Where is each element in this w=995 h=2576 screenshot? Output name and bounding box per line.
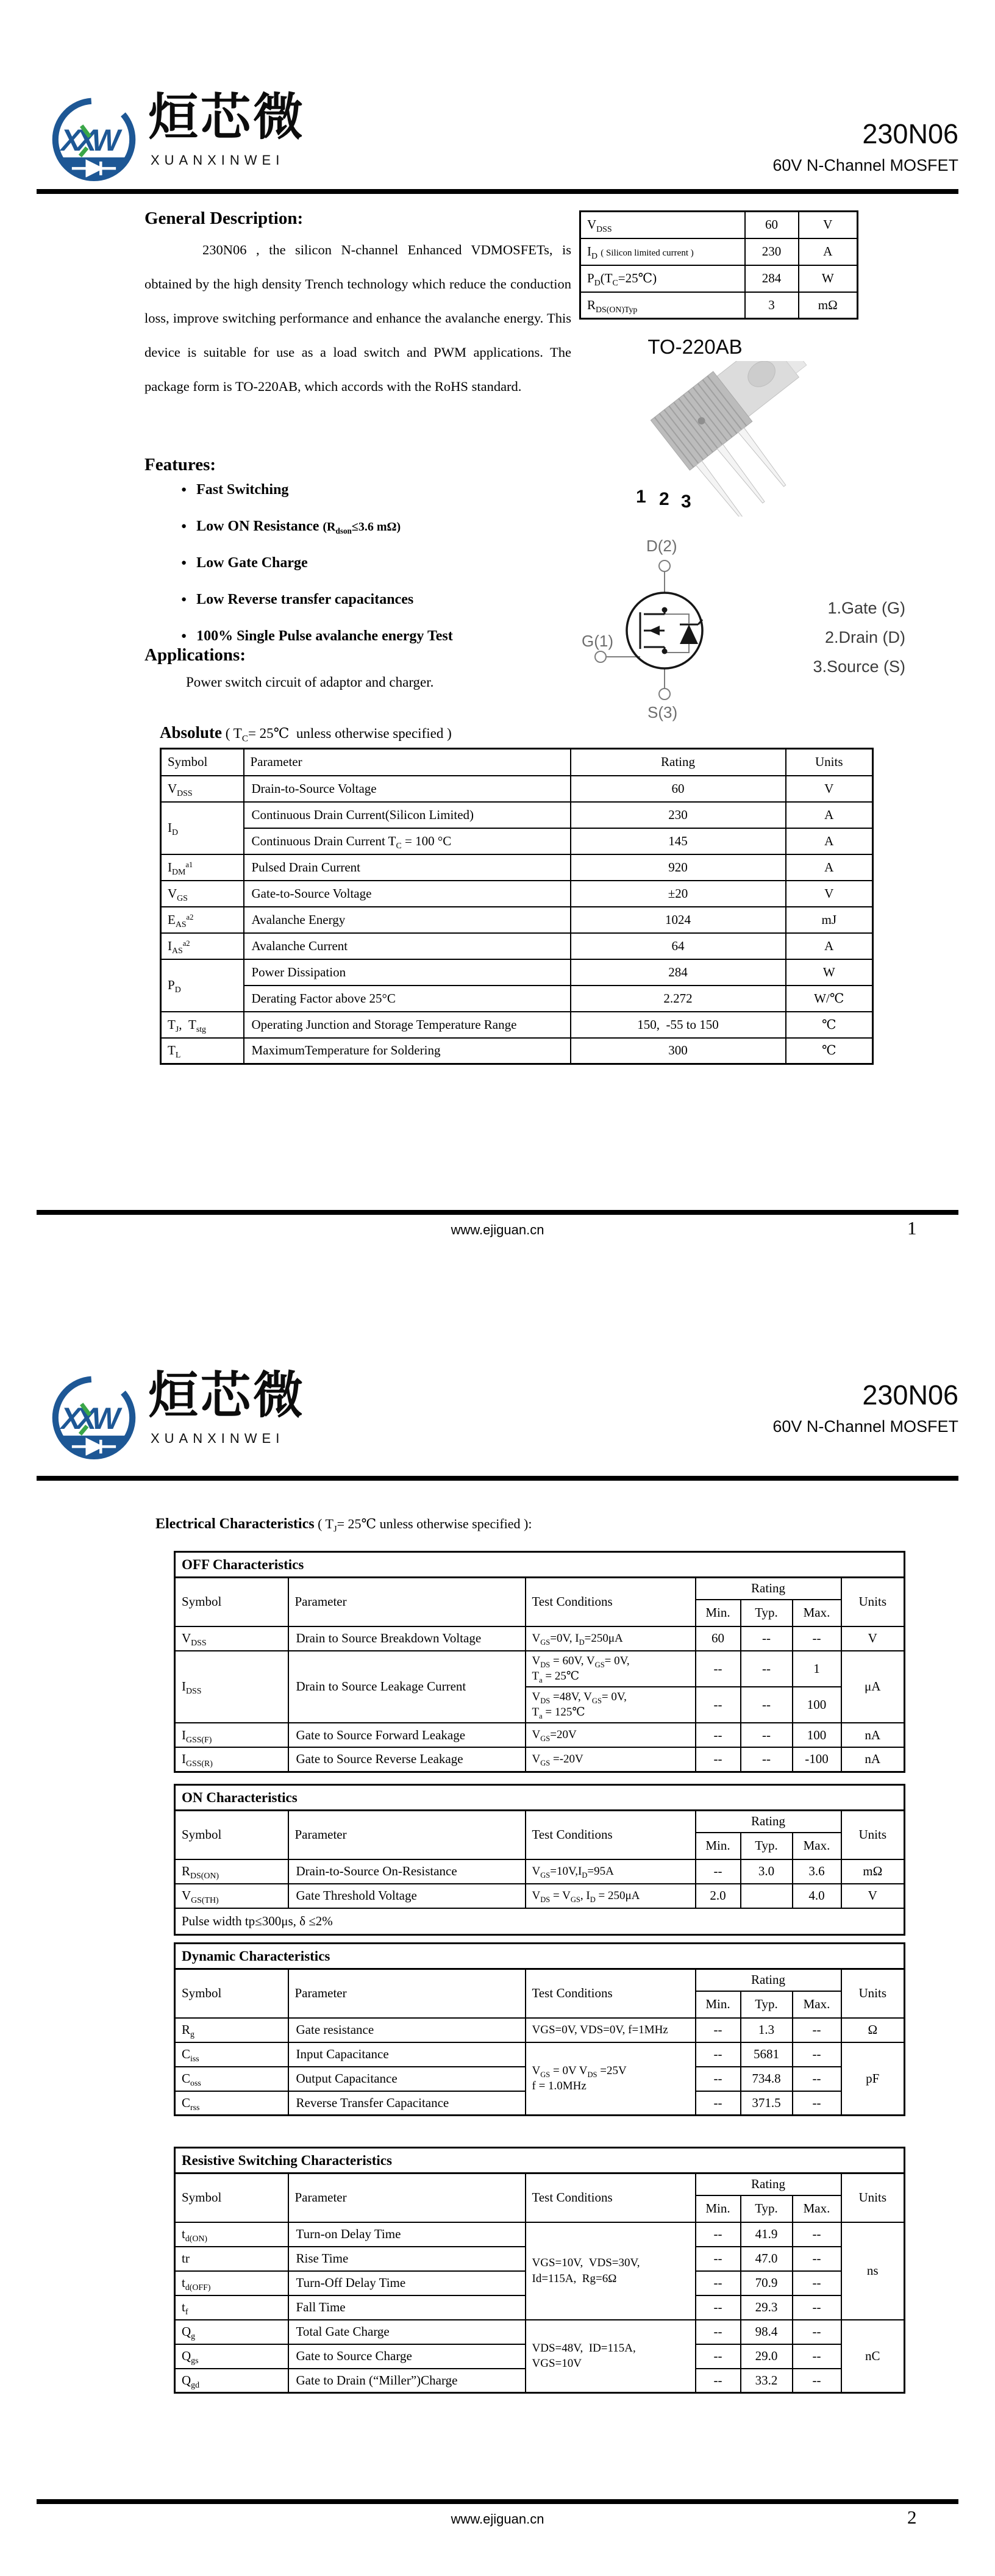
- table-cell: Parameter: [288, 1969, 526, 2018]
- dynamic-characteristics-table: [174, 1942, 905, 2116]
- table-cell: Units: [841, 1969, 905, 2018]
- table-cell: --: [696, 2247, 741, 2271]
- general-description-text: 230N06 , the silicon N-channel Enhanced VDMOSFETs, is obtained by the high density Trench technology which reduce the conduction loss, improve switching performance and enhance the avalanche energy. This device is suitable for use as a load switch and PWM applications. The package form is TO-220AB, which accords with the RoHS standard.: [144, 242, 571, 394]
- table-cell: V: [786, 881, 873, 907]
- table-cell: --: [696, 2018, 741, 2042]
- table-cell: A: [786, 854, 873, 881]
- table-cell: pF: [841, 2042, 905, 2116]
- bullet-icon: ●: [181, 631, 187, 641]
- table-cell: --: [793, 2369, 841, 2393]
- table-cell: 60: [571, 776, 786, 802]
- table-cell: W: [799, 265, 858, 292]
- table-cell: Ω: [841, 2018, 905, 2042]
- schematic-gate-label: G(1): [582, 632, 613, 650]
- table-cell: Symbol: [161, 749, 244, 776]
- footer-rule: [37, 1210, 958, 1215]
- pin-legend: [759, 599, 905, 687]
- table-cell: 2.0: [696, 1884, 741, 1908]
- header-rule: [37, 189, 958, 194]
- table-cell: 230: [745, 238, 799, 265]
- table-cell: $V_{DSS}$: [580, 212, 745, 238]
- table-cell: --: [696, 1747, 741, 1772]
- table-cell: 300: [571, 1038, 786, 1064]
- table-cell: Continuous Drain Current(Silicon Limited): [244, 802, 571, 828]
- table-cell: Rating: [696, 1969, 841, 1991]
- table-cell: V: [799, 212, 858, 238]
- table-cell: $V_{DSS}$: [175, 1626, 288, 1651]
- table-cell: --: [793, 2018, 841, 2042]
- table-cell: $V_{GS}=20V$: [526, 1723, 696, 1747]
- table-cell: Drain to Source Breakdown Voltage: [288, 1626, 526, 1651]
- table-cell: Test Conditions: [526, 1811, 696, 1859]
- schematic-drain-label: D(2): [646, 537, 677, 555]
- feature-item: ● Fast Switching: [181, 482, 289, 498]
- page-number: 1: [907, 1217, 917, 1239]
- table-cell: V: [841, 1884, 905, 1908]
- absolute-ratings-caption: Absolute ( $T_C=$ 25℃ unless otherwise specified ): [160, 723, 452, 744]
- table-cell: 371.5: [741, 2091, 793, 2116]
- table-cell: 920: [571, 854, 786, 881]
- table-cell: 41.9: [741, 2222, 793, 2247]
- table-cell: --: [793, 2344, 841, 2369]
- table-cell: $I_{GSS(R)}$: [175, 1747, 288, 1772]
- table-cell: --: [696, 1687, 741, 1723]
- table-cell: VGS=10V, VDS=30V, Id=115A, Rg=6Ω: [526, 2222, 696, 2320]
- table-cell: $Q_{gd}$: [175, 2369, 288, 2393]
- table-cell: $R_g$: [175, 2018, 288, 2042]
- table-cell: VDS=48V, ID=115A, VGS=10V: [526, 2320, 696, 2393]
- table-cell: Test Conditions: [526, 1578, 696, 1626]
- table-cell: $C_{iss}$: [175, 2042, 288, 2067]
- table-cell: Parameter: [288, 2174, 526, 2222]
- table-cell: Drain-to-Source Voltage: [244, 776, 571, 802]
- table-cell: $Q_{gs}$: [175, 2344, 288, 2369]
- section-title-general: General Description:: [144, 209, 304, 228]
- table-cell: A: [786, 802, 873, 828]
- table-cell: $I_{DM}^{a1}$: [161, 854, 244, 881]
- table-cell: tr: [175, 2247, 288, 2271]
- table-cell: Max.: [793, 1991, 841, 2018]
- absolute-ratings-table: [160, 748, 874, 1065]
- table-cell: Symbol: [175, 1969, 288, 2018]
- table-cell: $t_{d(OFF)}$: [175, 2271, 288, 2295]
- table-cell: Max.: [793, 2195, 841, 2222]
- brand-logo-icon: [46, 91, 142, 190]
- table-cell: 150, -55 to 150: [571, 1012, 786, 1038]
- table-cell: Drain to Source Leakage Current: [288, 1651, 526, 1723]
- table-cell: ns: [841, 2222, 905, 2320]
- quick-ratings-table: [579, 210, 858, 320]
- table-cell: --: [793, 2295, 841, 2320]
- table-cell: Typ.: [741, 1600, 793, 1626]
- table-cell: μA: [841, 1651, 905, 1723]
- brand-logo-icon: [46, 1370, 142, 1469]
- table-cell: 284: [571, 959, 786, 986]
- table-cell: Turn-on Delay Time: [288, 2222, 526, 2247]
- table-cell: --: [696, 1723, 741, 1747]
- table-cell: Typ.: [741, 1991, 793, 2018]
- table-cell: MaximumTemperature for Soldering: [244, 1038, 571, 1064]
- table-cell: Min.: [696, 1991, 741, 2018]
- brand-logo: [46, 1370, 332, 1470]
- table-cell: --: [741, 1651, 793, 1687]
- table-cell: $T_L$: [161, 1038, 244, 1064]
- table-cell: Reverse Transfer Capacitance: [288, 2091, 526, 2116]
- header-rule: [37, 1476, 958, 1481]
- table-cell: --: [793, 2247, 841, 2271]
- table-cell: --: [793, 2067, 841, 2091]
- table-cell: $V_{DSS}$: [161, 776, 244, 802]
- table-cell: VGS=0V, VDS=0V, f=1MHz: [526, 2018, 696, 2042]
- table-cell: --: [741, 1687, 793, 1723]
- table-cell: Parameter: [288, 1578, 526, 1626]
- table-cell: Max.: [793, 1600, 841, 1626]
- table-cell: Operating Junction and Storage Temperature Range: [244, 1012, 571, 1038]
- table-cell: --: [696, 1859, 741, 1884]
- table-cell: Symbol: [175, 2174, 288, 2222]
- table-cell: $V_{DS} = 60V$, $V_{GS}= 0V$, $T_a$ = 25℃: [526, 1651, 696, 1687]
- table-cell: $V_{GS(TH)}$: [175, 1884, 288, 1908]
- table-cell: Avalanche Energy: [244, 907, 571, 933]
- pin-legend-source: 3.Source (S): [813, 657, 905, 676]
- features-list: [181, 482, 453, 665]
- footer-url: www.ejiguan.cn: [451, 1222, 544, 1237]
- table-cell: 98.4: [741, 2320, 793, 2344]
- table-cell: Parameter: [244, 749, 571, 776]
- table-cell: $I_{GSS(F)}$: [175, 1723, 288, 1747]
- table-cell: $t_{d(ON)}$: [175, 2222, 288, 2247]
- table-cell: -100: [793, 1747, 841, 1772]
- table-cell: W: [786, 959, 873, 986]
- table-cell: 3: [745, 292, 799, 319]
- table-cell: Units: [841, 2174, 905, 2222]
- table-cell: 64: [571, 933, 786, 959]
- table-cell: 100: [793, 1687, 841, 1723]
- table-cell: 734.8: [741, 2067, 793, 2091]
- table-title: Resistive Switching Characteristics: [175, 2148, 905, 2174]
- feature-item: ● Low ON Resistance ($R_{dson}\le 3.6$ mΩ): [181, 518, 401, 535]
- table-cell: 60: [745, 212, 799, 238]
- table-cell: 100: [793, 1723, 841, 1747]
- bullet-icon: ●: [181, 485, 187, 495]
- table-cell: $I_D$: [161, 802, 244, 854]
- table-cell: Parameter: [288, 1811, 526, 1859]
- table-cell: --: [793, 2042, 841, 2067]
- brand-name-en: XUANXINWEI: [151, 1431, 285, 1446]
- applications-text: Power switch circuit of adaptor and charger.: [186, 674, 434, 690]
- table-cell: Test Conditions: [526, 2174, 696, 2222]
- table-cell: --: [793, 2091, 841, 2116]
- table-cell: 47.0: [741, 2247, 793, 2271]
- table-cell: nC: [841, 2320, 905, 2393]
- table-cell: Min.: [696, 1833, 741, 1859]
- table-cell: A: [799, 238, 858, 265]
- table-cell: $V_{GS}=0V$, $I_D=250\mu A$: [526, 1626, 696, 1651]
- table-cell: 1.3: [741, 2018, 793, 2042]
- svg-text:XXW: XXW: [60, 1401, 116, 1436]
- table-cell: Turn-Off Delay Time: [288, 2271, 526, 2295]
- table-cell: Symbol: [175, 1811, 288, 1859]
- table-cell: $C_{oss}$: [175, 2067, 288, 2091]
- footer-url: www.ejiguan.cn: [451, 2511, 544, 2527]
- table-cell: $R_{DS(ON)Typ}$: [580, 292, 745, 319]
- table-cell: Derating Factor above 25°C: [244, 986, 571, 1012]
- table-cell: Input Capacitance: [288, 2042, 526, 2067]
- table-cell: $Q_g$: [175, 2320, 288, 2344]
- table-cell: Max.: [793, 1833, 841, 1859]
- table-cell: --: [696, 2042, 741, 2067]
- section-title-features: Features:: [144, 455, 216, 474]
- table-cell: Min.: [696, 2195, 741, 2222]
- feature-item: ● Low Gate Charge: [181, 555, 308, 571]
- svg-text:XXW: XXW: [60, 123, 116, 157]
- table-cell: --: [696, 2067, 741, 2091]
- table-cell: 145: [571, 828, 786, 854]
- table-cell: V: [841, 1626, 905, 1651]
- table-cell: Power Dissipation: [244, 959, 571, 986]
- feature-item: ● Low Reverse transfer capacitances: [181, 592, 414, 607]
- table-cell: V: [786, 776, 873, 802]
- brand-name-en: XUANXINWEI: [151, 152, 285, 168]
- table-cell: [741, 1884, 793, 1908]
- bullet-icon: ●: [181, 558, 187, 568]
- table-cell: 1024: [571, 907, 786, 933]
- table-cell: Units: [786, 749, 873, 776]
- table-cell: --: [793, 2320, 841, 2344]
- page-number: 2: [907, 2506, 917, 2528]
- table-cell: mΩ: [841, 1859, 905, 1884]
- table-cell: W/℃: [786, 986, 873, 1012]
- part-subtitle: 60V N-Channel MOSFET: [772, 156, 958, 174]
- pin-number-3: 3: [681, 492, 691, 512]
- table-cell: $C_{rss}$: [175, 2091, 288, 2116]
- table-cell: Rise Time: [288, 2247, 526, 2271]
- schematic-source-label: S(3): [647, 703, 678, 721]
- table-cell: Pulsed Drain Current: [244, 854, 571, 881]
- table-cell: $V_{DS} = V_{GS}$, $I_D = 250\mu A$: [526, 1884, 696, 1908]
- table-cell: --: [696, 2271, 741, 2295]
- on-characteristics-table: [174, 1784, 905, 1936]
- table-cell: Gate-to-Source Voltage: [244, 881, 571, 907]
- table-cell: $I_D$ ( Silicon limited current ): [580, 238, 745, 265]
- table-cell: Typ.: [741, 1833, 793, 1859]
- table-cell: ℃: [786, 1038, 873, 1064]
- table-cell: $I_{DSS}$: [175, 1651, 288, 1723]
- pin-number-1: 1: [636, 487, 646, 507]
- table-cell: $V_{GS}=10V,I_D=95A$: [526, 1859, 696, 1884]
- table-cell: ℃: [786, 1012, 873, 1038]
- table-cell: Total Gate Charge: [288, 2320, 526, 2344]
- table-cell: 2.272: [571, 986, 786, 1012]
- table-cell: 230: [571, 802, 786, 828]
- brand-logo: [46, 91, 332, 192]
- table-cell: $R_{DS(ON)}$: [175, 1859, 288, 1884]
- table-cell: A: [786, 828, 873, 854]
- table-cell: $V_{GS} = 0V$ $V_{DS} =25V$ f = 1.0MHz: [526, 2042, 696, 2116]
- table-cell: Gate to Drain (“Miller”)Charge: [288, 2369, 526, 2393]
- pin-legend-drain: 2.Drain (D): [824, 628, 905, 646]
- resistive-switching-table: [174, 2147, 905, 2394]
- electrical-characteristics-caption: Electrical Characteristics ( $T_J=$ 25℃ unless otherwise specified ):: [155, 1516, 532, 1534]
- table-cell: --: [741, 1626, 793, 1651]
- table-cell: Rating: [571, 749, 786, 776]
- table-cell: mJ: [786, 907, 873, 933]
- off-characteristics-table: [174, 1551, 905, 1773]
- table-cell: --: [696, 2091, 741, 2116]
- table-cell: Gate to Source Reverse Leakage: [288, 1747, 526, 1772]
- table-cell: 3.0: [741, 1859, 793, 1884]
- table-cell: 29.3: [741, 2295, 793, 2320]
- table-cell: --: [696, 2295, 741, 2320]
- table-cell: Fall Time: [288, 2295, 526, 2320]
- part-subtitle: 60V N-Channel MOSFET: [772, 1417, 958, 1436]
- table-cell: Rating: [696, 1578, 841, 1600]
- table-cell: --: [696, 2369, 741, 2393]
- package-image: [613, 361, 823, 517]
- table-cell: Min.: [696, 1600, 741, 1626]
- bullet-icon: ●: [181, 595, 187, 604]
- table-cell: Rating: [696, 1811, 841, 1833]
- table-cell: 29.0: [741, 2344, 793, 2369]
- brand-name-cn: 烜芯微: [148, 90, 306, 145]
- table-cell: $V_{GS} =-20V$: [526, 1747, 696, 1772]
- footer-rule: [37, 2499, 958, 2504]
- table-cell: 4.0: [793, 1884, 841, 1908]
- table-cell: mΩ: [799, 292, 858, 319]
- table-cell: Drain-to-Source On-Resistance: [288, 1859, 526, 1884]
- table-cell: Typ.: [741, 2195, 793, 2222]
- feature-item: ● 100% Single Pulse avalanche energy Test: [181, 628, 453, 644]
- pin-legend-gate: 1.Gate (G): [827, 599, 905, 617]
- table-cell: nA: [841, 1723, 905, 1747]
- table-cell: --: [741, 1747, 793, 1772]
- table-title: Dynamic Characteristics: [175, 1944, 905, 1969]
- pin-number-2: 2: [659, 489, 669, 509]
- table-cell: Output Capacitance: [288, 2067, 526, 2091]
- table-cell: --: [793, 2271, 841, 2295]
- table-cell: 70.9: [741, 2271, 793, 2295]
- table-cell: $V_{GS}$: [161, 881, 244, 907]
- table-cell: 60: [696, 1626, 741, 1651]
- table-cell: 5681: [741, 2042, 793, 2067]
- table-cell: Gate Threshold Voltage: [288, 1884, 526, 1908]
- bullet-icon: ●: [181, 521, 187, 531]
- part-number: 230N06: [862, 118, 958, 149]
- table-cell: $I_{AS}^{a2}$: [161, 933, 244, 959]
- brand-name-cn: 烜芯微: [148, 1368, 306, 1423]
- table-cell: $P_D$: [161, 959, 244, 1012]
- table-cell: Test Conditions: [526, 1969, 696, 2018]
- section-title-applications: Applications:: [144, 645, 246, 665]
- table-cell: --: [696, 1651, 741, 1687]
- table-cell: --: [696, 2320, 741, 2344]
- table-cell: $E_{AS}^{a2}$: [161, 907, 244, 933]
- table-cell: Pulse width tp≤300μs, δ ≤2%: [175, 1908, 905, 1935]
- table-cell: Rating: [696, 2174, 841, 2195]
- table-cell: Continuous Drain Current $T_C = 100$ °C: [244, 828, 571, 854]
- table-cell: nA: [841, 1747, 905, 1772]
- table-cell: --: [793, 1626, 841, 1651]
- table-cell: Avalanche Current: [244, 933, 571, 959]
- table-cell: --: [696, 2344, 741, 2369]
- table-cell: 3.6: [793, 1859, 841, 1884]
- table-cell: A: [786, 933, 873, 959]
- table-cell: Gate to Source Forward Leakage: [288, 1723, 526, 1747]
- table-cell: 1: [793, 1651, 841, 1687]
- package-name: TO-220AB: [647, 335, 743, 358]
- part-number: 230N06: [862, 1379, 958, 1411]
- table-title: ON Characteristics: [175, 1785, 905, 1811]
- table-cell: 284: [745, 265, 799, 292]
- table-cell: ±20: [571, 881, 786, 907]
- table-cell: $t_f$: [175, 2295, 288, 2320]
- table-cell: --: [793, 2222, 841, 2247]
- table-title: OFF Characteristics: [175, 1552, 905, 1578]
- table-cell: Symbol: [175, 1578, 288, 1626]
- table-cell: $T_J$, $T_{stg}$: [161, 1012, 244, 1038]
- table-cell: Units: [841, 1578, 905, 1626]
- table-cell: $P_D(T_C=25℃)$: [580, 265, 745, 292]
- table-cell: --: [696, 2222, 741, 2247]
- table-cell: --: [741, 1723, 793, 1747]
- table-cell: Gate to Source Charge: [288, 2344, 526, 2369]
- table-cell: $V_{DS} =48V$, $V_{GS}= 0V$, $T_a$ = 125℃: [526, 1687, 696, 1723]
- table-cell: 33.2: [741, 2369, 793, 2393]
- table-cell: Units: [841, 1811, 905, 1859]
- table-cell: Gate resistance: [288, 2018, 526, 2042]
